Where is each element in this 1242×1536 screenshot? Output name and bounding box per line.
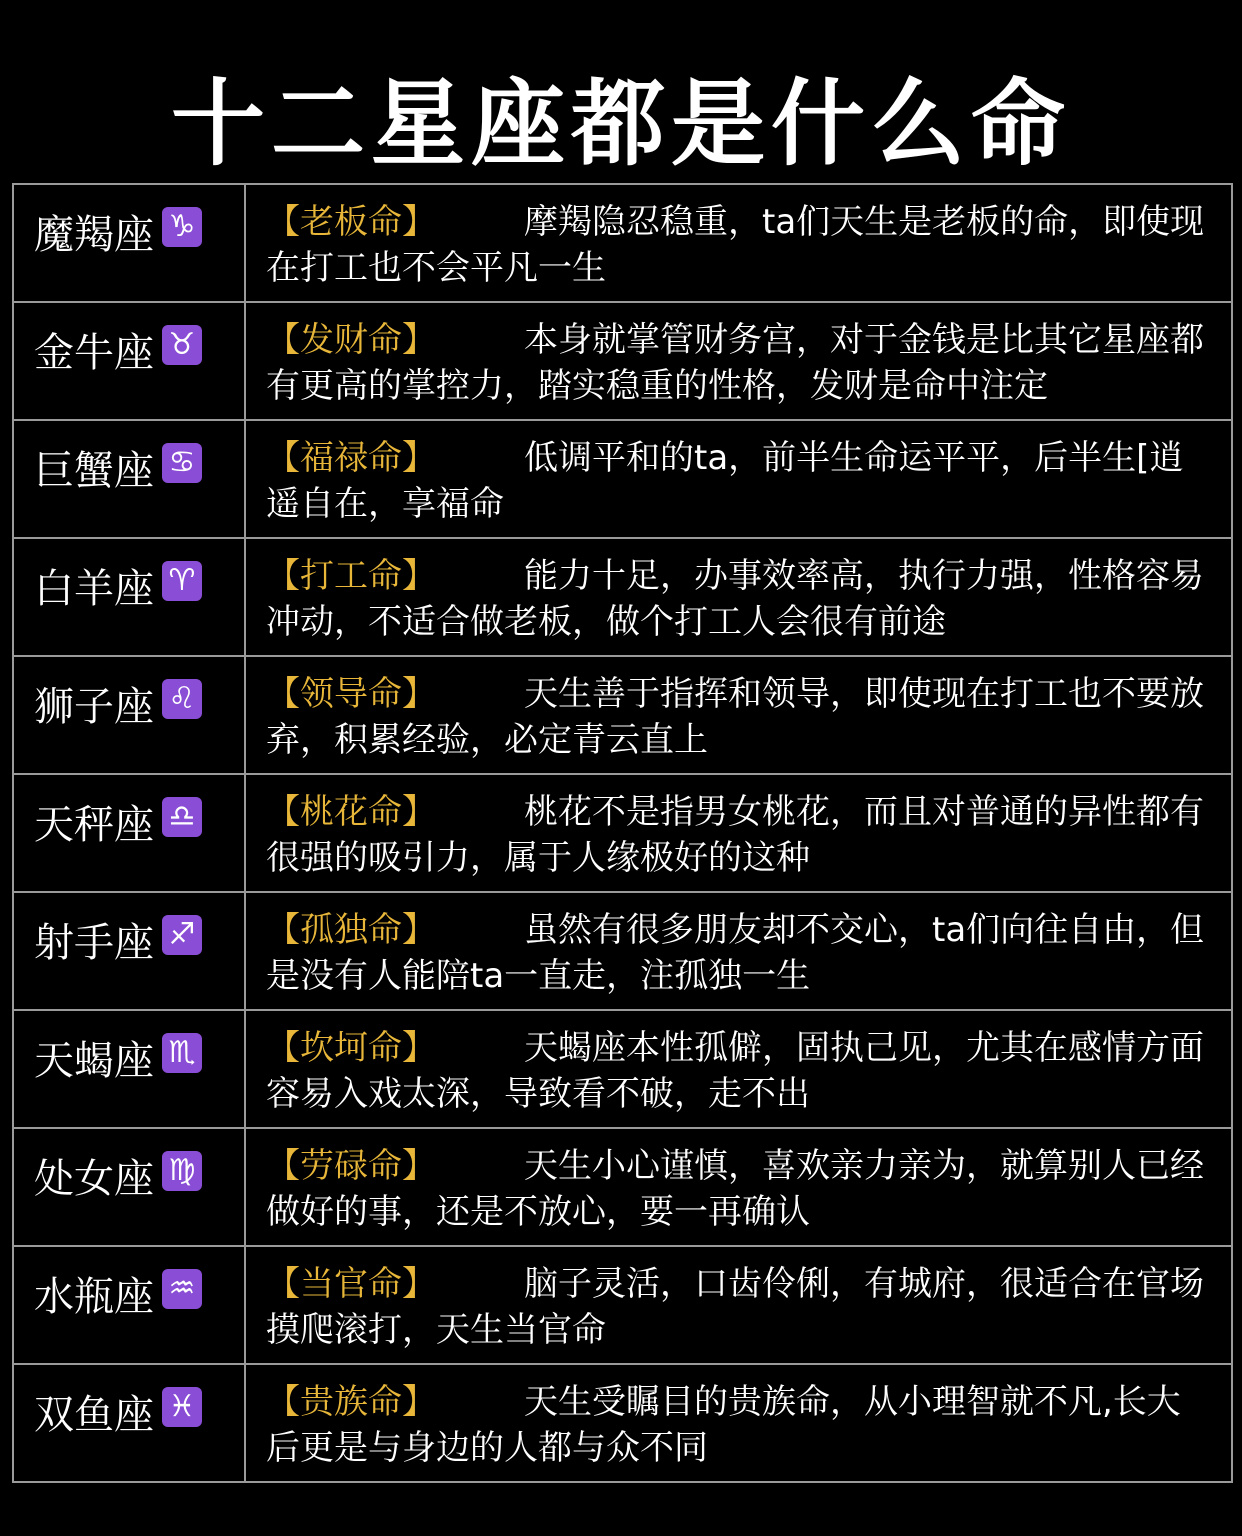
sign-name: 射手座 [34,920,154,966]
page-title: 十二星座都是什么命 [170,70,1071,179]
capricorn-icon: ♑ [162,207,202,247]
sign-name-cell [14,1011,246,1127]
sign-name: 处女座 [34,1156,154,1202]
table-row [14,1247,1231,1365]
description-text: 天蝎座本性孤僻，固执己见，尤其在感情方面容易入戏太深，导致看不破，走不出 [266,1028,1204,1114]
description-text: 低调平和的ta，前半生命运平平，后半生[逍遥自在，享福命 [266,438,1184,524]
description-cell [246,657,1231,773]
description-text: 能力十足，办事效率高，执行力强，性格容易冲动，不适合做老板，做个打工人会很有前途 [266,556,1204,642]
leo-icon: ♌ [162,679,202,719]
description-text: 本身就掌管财务宫，对于金钱是比其它星座都有更高的掌控力，踏实稳重的性格，发财是命中注定 [266,320,1204,406]
scorpio-icon: ♏ [162,1033,202,1073]
sign-name: 白羊座 [34,566,154,612]
fate-label: 【坎坷命】 [266,1028,436,1068]
fate-label: 【贵族命】 [266,1382,436,1422]
fate-label: 【发财命】 [266,320,436,360]
fate-label: 【孤独命】 [266,910,436,950]
fate-label: 【打工命】 [266,556,436,596]
sign-name: 双鱼座 [34,1392,154,1438]
table-row [14,421,1231,539]
table-row [14,1011,1231,1129]
fate-label: 【老板命】 [266,202,436,242]
sagittarius-icon: ♐ [162,915,202,955]
table-row [14,657,1231,775]
description-cell [246,893,1231,1009]
sign-name-cell [14,1247,246,1363]
description-cell [246,1247,1231,1363]
sign-name: 巨蟹座 [34,448,154,494]
description-cell [246,1011,1231,1127]
taurus-icon: ♉ [162,325,202,365]
cancer-icon: ♋ [162,443,202,483]
description-cell [246,421,1231,537]
zodiac-table [12,183,1233,1483]
virgo-icon: ♍ [162,1151,202,1191]
table-row [14,185,1231,303]
sign-name-cell [14,775,246,891]
description-text: 摩羯隐忍稳重，ta们天生是老板的命，即使现在打工也不会平凡一生 [266,202,1205,288]
fate-label: 【领导命】 [266,674,436,714]
sign-name-cell [14,303,246,419]
description-cell [246,303,1231,419]
description-cell [246,1365,1231,1481]
table-row [14,893,1231,1011]
description-cell [246,775,1231,891]
fate-label: 【桃花命】 [266,792,436,832]
sign-name: 魔羯座 [34,212,154,258]
sign-name-cell [14,893,246,1009]
fate-label: 【当官命】 [266,1264,436,1304]
fate-label: 【福禄命】 [266,438,436,478]
description-text: 桃花不是指男女桃花，而且对普通的异性都有很强的吸引力，属于人缘极好的这种 [266,792,1204,878]
table-row [14,1129,1231,1247]
sign-name: 天秤座 [34,802,154,848]
sign-name-cell [14,657,246,773]
description-text: 虽然有很多朋友却不交心，ta们向往自由，但是没有人能陪ta一直走，注孤独一生 [266,910,1205,996]
description-cell [246,185,1231,301]
table-row [14,303,1231,421]
sign-name: 狮子座 [34,684,154,730]
sign-name: 水瓶座 [34,1274,154,1320]
aquarius-icon: ♒ [162,1269,202,1309]
description-cell [246,539,1231,655]
description-text: 天生善于指挥和领导，即使现在打工也不要放弃，积累经验，必定青云直上 [266,674,1204,760]
sign-name: 金牛座 [34,330,154,376]
description-cell [246,1129,1231,1245]
description-text: 天生受瞩目的贵族命，从小理智就不凡,长大后更是与身边的人都与众不同 [266,1382,1181,1468]
sign-name-cell [14,539,246,655]
table-row [14,775,1231,893]
pisces-icon: ♓ [162,1387,202,1427]
fate-label: 【劳碌命】 [266,1146,436,1186]
sign-name-cell [14,1365,246,1481]
sign-name-cell [14,185,246,301]
sign-name-cell [14,1129,246,1245]
sign-name: 天蝎座 [34,1038,154,1084]
aries-icon: ♈ [162,561,202,601]
libra-icon: ♎ [162,797,202,837]
table-row [14,539,1231,657]
table-row [14,1365,1231,1483]
description-text: 天生小心谨慎，喜欢亲力亲为，就算别人已经做好的事，还是不放心，要一再确认 [266,1146,1204,1232]
description-text: 脑子灵活，口齿伶俐，有城府，很适合在官场摸爬滚打，天生当官命 [266,1264,1204,1350]
sign-name-cell [14,421,246,537]
